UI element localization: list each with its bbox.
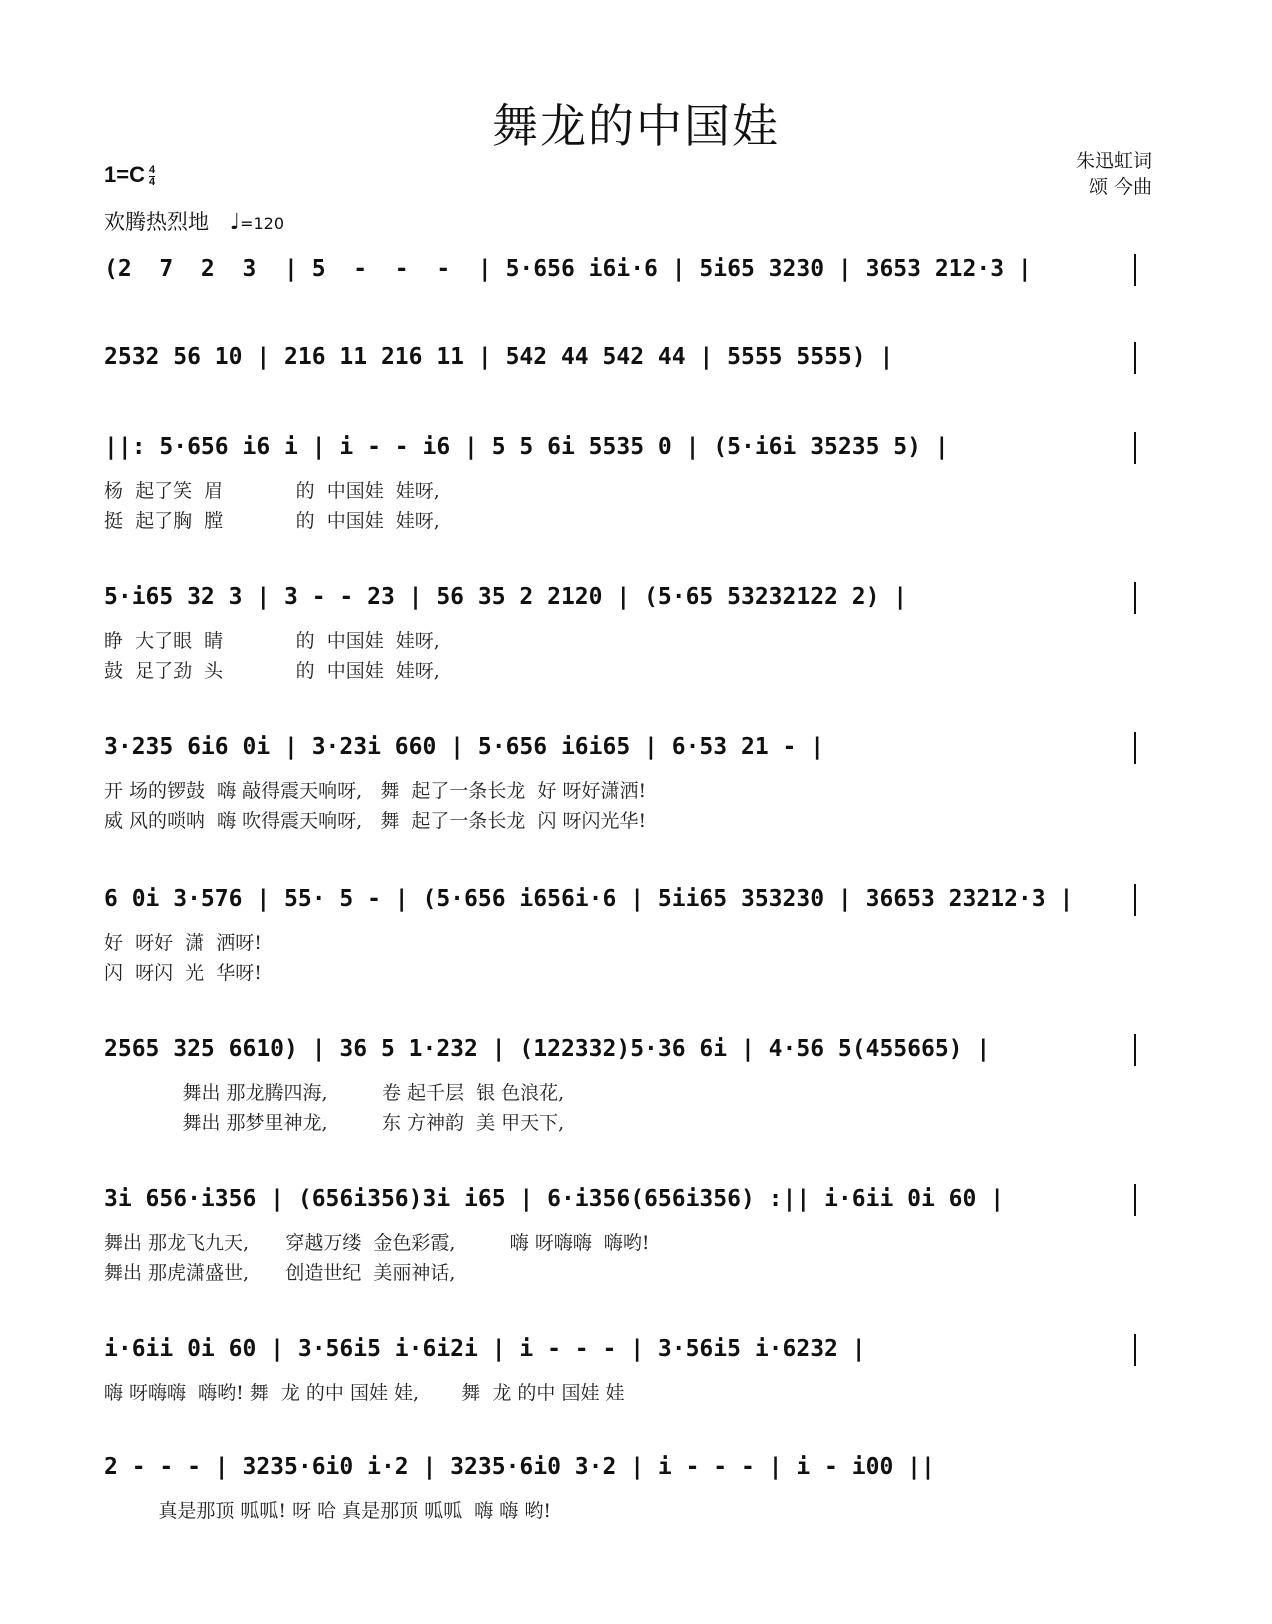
lyricist-credit: 朱迅虹词 bbox=[1075, 150, 1152, 172]
composer-credit: 颂 今曲 bbox=[1088, 176, 1152, 198]
lyric-verse-1: 舞出 那龙腾四海, 卷 起千层 银 色浪花, bbox=[104, 1082, 565, 1104]
key-label: 1=C bbox=[104, 162, 145, 187]
notation-line: i·6ii 0i 60 | 3·56i5 i·6i2i | i - - - | 3·56i5 i·6232 | bbox=[104, 1336, 866, 1362]
tempo-bpm: =120 bbox=[240, 214, 285, 233]
notation-line: 2532 56 10 | 216 11 216 11 | 542 44 542 44 | 5555 5555) | bbox=[104, 344, 894, 370]
score-system-2 bbox=[104, 342, 1184, 372]
score-system-6 bbox=[104, 884, 1184, 988]
lyric-verse-1: 真是那顶 呱呱! 呀 哈 真是那顶 呱呱 嗨 嗨 哟! bbox=[104, 1500, 551, 1522]
notation-line: 2565 325 6610) | 36 5 1·232 | (122332)5·36 6i | 4·56 5(455665) | bbox=[104, 1036, 991, 1062]
lyric-verse-2: 威 风的唢呐 嗨 吹得震天响呀, 舞 起了一条长龙 闪 呀闪光华! bbox=[104, 810, 647, 832]
notation-line: 3i 656·i356 | (656i356)3i i65 | 6·i356(656i356) :|| i·6ii 0i 60 | bbox=[104, 1186, 1005, 1212]
barline-right bbox=[1134, 884, 1136, 916]
score-system-4 bbox=[104, 582, 1184, 686]
lyric-verse-2: 舞出 那梦里神龙, 东 方神韵 美 甲天下, bbox=[104, 1112, 565, 1134]
barline-right bbox=[1134, 1034, 1136, 1066]
score-system-8 bbox=[104, 1184, 1184, 1288]
score-system-7 bbox=[104, 1034, 1184, 1138]
notation-line: 5·i65 32 3 | 3 - - 23 | 56 35 2 2120 | (5·65 53232122 2) | bbox=[104, 584, 908, 610]
barline-right bbox=[1134, 732, 1136, 764]
barline-right bbox=[1134, 582, 1136, 614]
barline-right bbox=[1134, 254, 1136, 286]
notation-line: 6 0i 3·576 | 55· 5 - | (5·656 i656i·6 | 5ii65 353230 | 36653 23212·3 | bbox=[104, 886, 1074, 912]
score-system-1 bbox=[104, 254, 1184, 284]
score-system-9 bbox=[104, 1334, 1184, 1408]
quarter-note-icon: ♩ bbox=[229, 210, 241, 235]
song-title: 舞龙的中国娃 bbox=[492, 99, 780, 153]
lyric-verse-2: 挺 起了胸 膛 的 中国娃 娃呀, bbox=[104, 510, 440, 532]
time-signature: $\frac{4}{4}$ bbox=[148, 163, 156, 188]
notation-line: 2 - - - | 3235·6i0 i·2 | 3235·6i0 3·2 | i - - - | i - i00 || bbox=[104, 1454, 935, 1480]
notation-line: (2 7 2 3 | 5 - - - | 5·656 i6i·6 | 5i65 3230 | 3653 212·3 | bbox=[104, 256, 1032, 282]
lyric-verse-1: 睁 大了眼 睛 的 中国娃 娃呀, bbox=[104, 630, 440, 652]
lyric-verse-1: 杨 起了笑 眉 的 中国娃 娃呀, bbox=[104, 480, 440, 502]
notation-line: ||: 5·656 i6 i | i - - i6 | 5 5 6i 5535 0 | (5·i6i 35235 5) | bbox=[104, 434, 949, 460]
lyric-verse-1: 舞出 那龙飞九天, 穿越万缕 金色彩霞, 嗨 呀嗨嗨 嗨哟! bbox=[104, 1232, 650, 1254]
lyric-verse-1: 嗨 呀嗨嗨 嗨哟! 舞 龙 的中 国娃 娃, 舞 龙 的中 国娃 娃 bbox=[104, 1382, 625, 1404]
score-system-5 bbox=[104, 732, 1184, 836]
tempo-expression: 欢腾热烈地 bbox=[104, 210, 209, 234]
lyric-verse-2: 舞出 那虎潇盛世, 创造世纪 美丽神话, bbox=[104, 1262, 456, 1284]
key-signature bbox=[104, 162, 155, 188]
barline-right bbox=[1134, 432, 1136, 464]
lyric-verse-1: 开 场的锣鼓 嗨 敲得震天响呀, 舞 起了一条长龙 好 呀好潇洒! bbox=[104, 780, 647, 802]
barline-right bbox=[1134, 1334, 1136, 1366]
lyric-verse-2: 鼓 足了劲 头 的 中国娃 娃呀, bbox=[104, 660, 440, 682]
barline-right bbox=[1134, 1184, 1136, 1216]
notation-line: 3·235 6i6 0i | 3·23i 660 | 5·656 i6i65 | 6·53 21 - | bbox=[104, 734, 825, 760]
barline-right bbox=[1134, 342, 1136, 374]
lyric-verse-2: 闪 呀闪 光 华呀! bbox=[104, 962, 262, 984]
tempo-marking bbox=[104, 206, 284, 236]
score-system-10 bbox=[104, 1452, 1184, 1526]
lyric-verse-1: 好 呀好 潇 洒呀! bbox=[104, 932, 262, 954]
score-system-3 bbox=[104, 432, 1184, 536]
